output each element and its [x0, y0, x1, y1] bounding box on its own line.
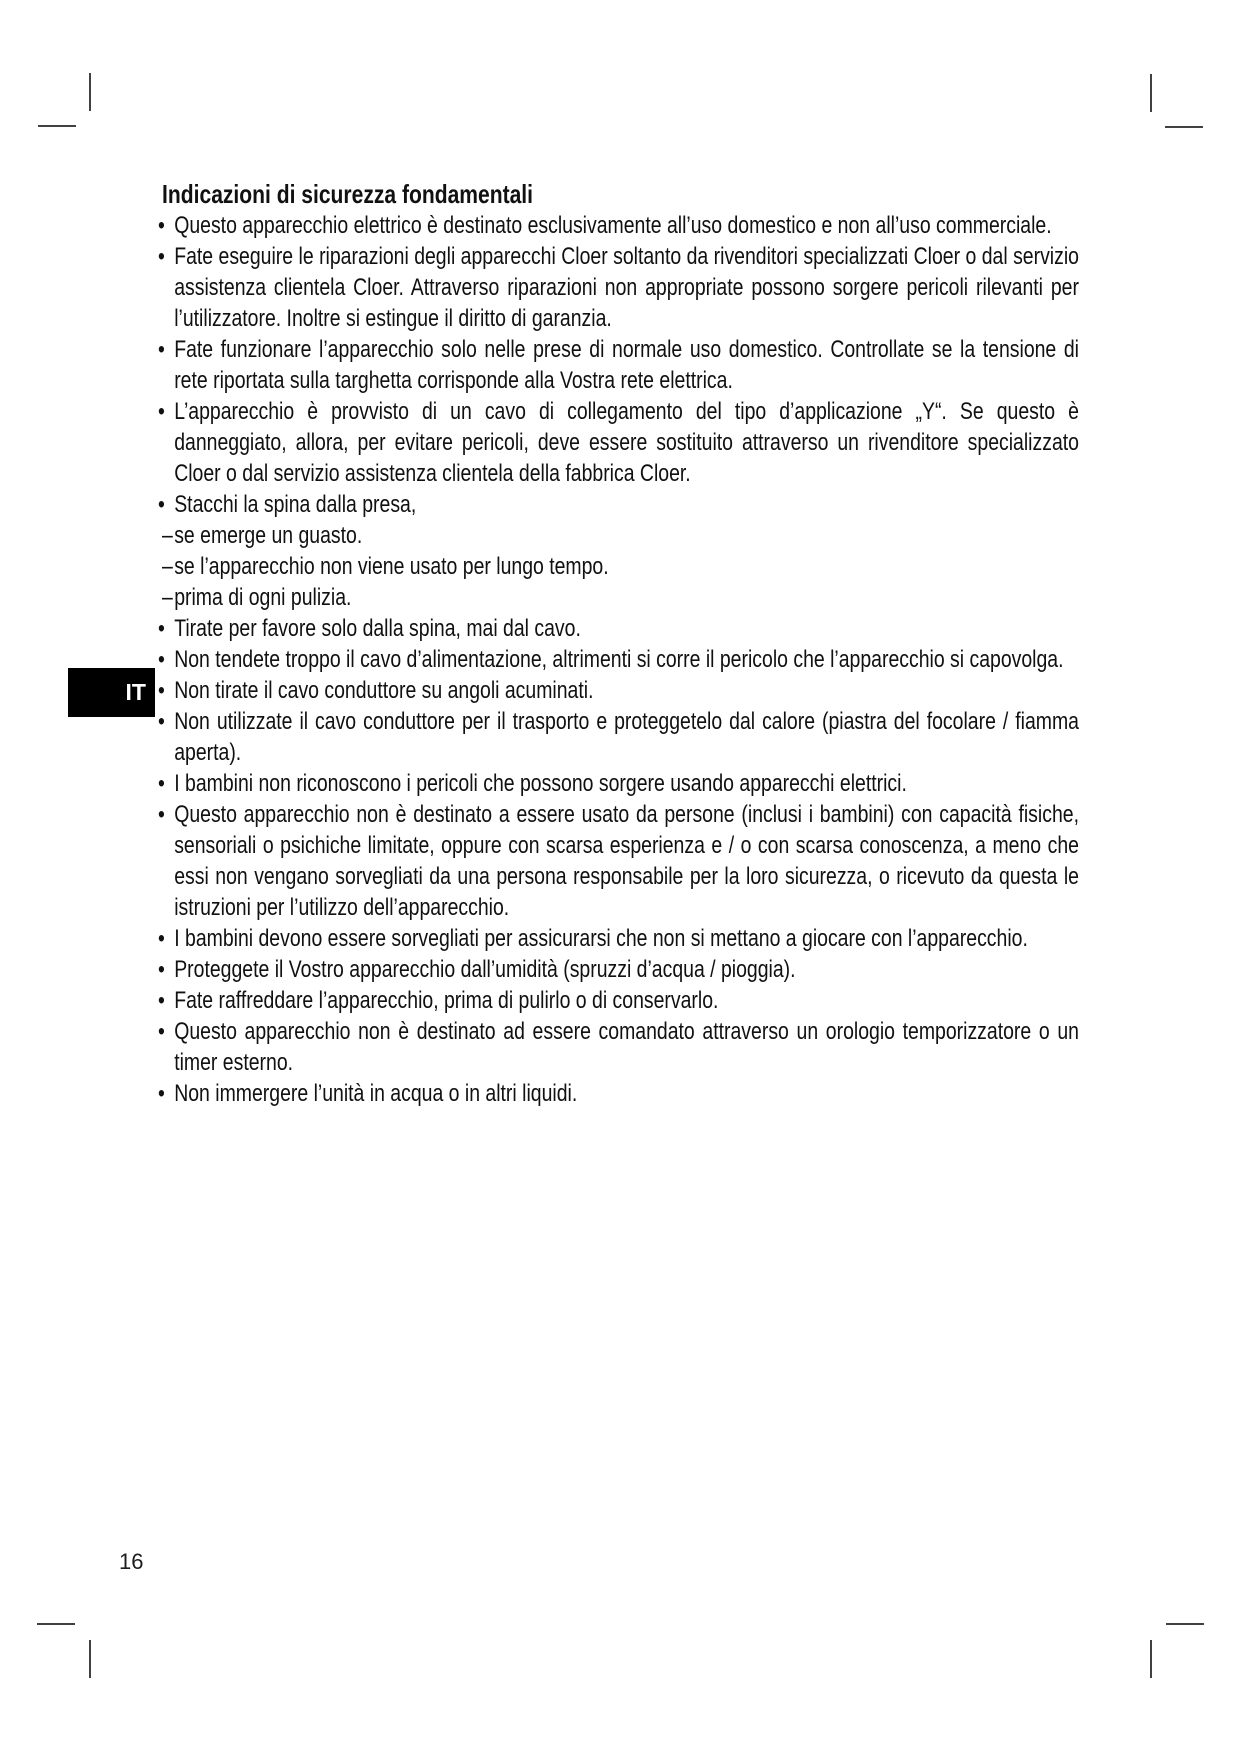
bullet-marker: • — [158, 491, 165, 518]
dash-marker: – — [162, 553, 173, 580]
bullet-marker: • — [158, 212, 165, 239]
bullet-marker: • — [158, 677, 165, 704]
crop-mark-bottom-right-horizontal — [1166, 1623, 1204, 1625]
bullet-marker: • — [158, 770, 165, 797]
bullet-marker: • — [158, 925, 165, 952]
list-item — [158, 954, 1079, 985]
bullet-marker: • — [158, 398, 165, 425]
list-item — [158, 396, 1079, 489]
item-text: I bambini non riconoscono i pericoli che possono sorgere usando apparecchi elettrici. — [174, 770, 907, 797]
bullet-marker: • — [158, 243, 165, 270]
item-text: Non immergere l’unità in acqua o in altri liquidi. — [174, 1080, 578, 1107]
crop-mark-top-left-horizontal — [38, 125, 76, 127]
item-text: Questo apparecchio elettrico è destinato esclusivamente all’uso domestico e non all’uso commerciale. — [174, 212, 1052, 239]
item-text: prima di ogni pulizia. — [174, 584, 352, 611]
item-text: Non utilizzate il cavo conduttore per il trasporto e proteggetelo dal calore (piastra del focolare / fiamma aperta). — [174, 708, 1079, 766]
item-text: se emerge un guasto. — [174, 522, 363, 549]
list-item — [158, 520, 1079, 551]
list-item — [158, 613, 1079, 644]
list-item — [158, 923, 1079, 954]
bullet-marker: • — [158, 615, 165, 642]
safety-list — [158, 210, 1079, 1109]
list-item — [158, 1016, 1079, 1078]
crop-mark-bottom-right-vertical — [1150, 1640, 1152, 1678]
bullet-marker: • — [158, 646, 165, 673]
list-item — [158, 334, 1079, 396]
list-item — [158, 241, 1079, 334]
section-title: Indicazioni di sicurezza fondamentali — [162, 179, 534, 209]
list-item — [158, 985, 1079, 1016]
item-text: Non tendete troppo il cavo d’alimentazione, altrimenti si corre il pericolo che l’apparecchio si capovolga. — [174, 646, 1064, 673]
bullet-marker: • — [158, 708, 165, 735]
list-item — [158, 210, 1079, 241]
dash-marker: – — [162, 584, 173, 611]
bullet-marker: • — [158, 1018, 165, 1045]
bullet-marker: • — [158, 336, 165, 363]
bullet-marker: • — [158, 987, 165, 1014]
dash-marker: – — [162, 522, 173, 549]
list-item — [158, 644, 1079, 675]
bullet-marker: • — [158, 1080, 165, 1107]
item-text: Fate raffreddare l’apparecchio, prima di pulirlo o di conservarlo. — [174, 987, 719, 1014]
item-text: Fate funzionare l’apparecchio solo nelle prese di normale uso domestico. Controllate se la tensione di rete riportata sulla targhetta corrisponde alla Vostra rete elettrica. — [174, 336, 1079, 394]
item-text: Tirate per favore solo dalla spina, mai dal cavo. — [174, 615, 581, 642]
bullet-marker: • — [158, 801, 165, 828]
item-text: Questo apparecchio non è destinato ad essere comandato attraverso un orologio temporizzatore o un timer esterno. — [174, 1018, 1079, 1076]
list-item — [158, 706, 1079, 768]
item-text: I bambini devono essere sorvegliati per assicurarsi che non si mettano a giocare con l’apparecchio. — [174, 925, 1028, 952]
item-text: Stacchi la spina dalla presa, — [174, 491, 417, 518]
crop-mark-bottom-left-horizontal — [37, 1623, 75, 1625]
item-text: se l’apparecchio non viene usato per lungo tempo. — [174, 553, 609, 580]
item-text: Non tirate il cavo conduttore su angoli acuminati. — [174, 677, 594, 704]
item-text: Fate eseguire le riparazioni degli apparecchi Cloer soltanto da rivenditori specializzati Cloer o dal servizio assistenza clientela Cloer. Attraverso riparazioni non appropriate possono sorgere pericoli rilevanti per l’utilizzatore. Inoltre si estingue il diritto di garanzia. — [174, 243, 1079, 332]
list-item — [158, 551, 1079, 582]
language-tab-it: IT — [68, 668, 155, 717]
bullet-marker: • — [158, 956, 165, 983]
list-item — [158, 489, 1079, 520]
page-number: 16 — [119, 1549, 144, 1574]
crop-mark-bottom-left-vertical — [89, 1640, 91, 1678]
list-item — [158, 1078, 1079, 1109]
list-item — [158, 582, 1079, 613]
item-text: L’apparecchio è provvisto di un cavo di collegamento del tipo d’applicazione „Y“. Se questo è danneggiato, allora, per evitare pericoli, deve essere sostituito attraverso un rivenditore specializzato Cloer o dal servizio assistenza clientela della fabbrica Cloer. — [174, 398, 1079, 487]
crop-mark-top-left-vertical — [89, 73, 91, 111]
list-item — [158, 768, 1079, 799]
list-item — [158, 799, 1079, 923]
crop-mark-top-right-vertical — [1150, 74, 1152, 112]
item-text: Proteggete il Vostro apparecchio dall’umidità (spruzzi d’acqua / pioggia). — [174, 956, 796, 983]
item-text: Questo apparecchio non è destinato a essere usato da persone (inclusi i bambini) con capacità fisiche, sensoriali o psichiche limitate, oppure con scarsa esperienza e / o con scarsa conoscenza, a meno che essi non vengano sorvegliati da una persona responsabile per la loro sicurezza, o ricevuto da questa le istruzioni per l’utilizzo dell’apparecchio. — [174, 801, 1079, 921]
crop-mark-top-right-horizontal — [1165, 126, 1203, 128]
safety-section — [158, 179, 1079, 1109]
list-item — [158, 675, 1079, 706]
